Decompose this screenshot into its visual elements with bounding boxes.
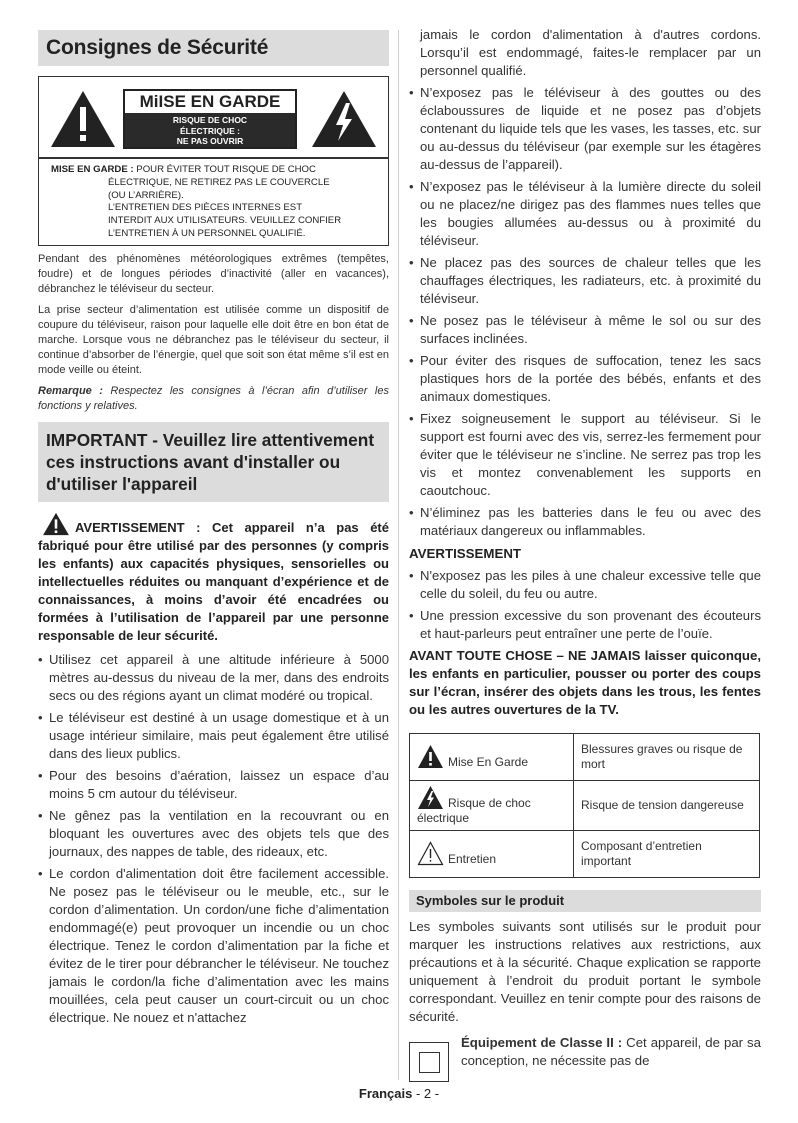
list-item: • Ne gênez pas la ventilation en la recouvrant ou en bloquant les ouvertures avec des objets tels que des journaux, des nappes de table, des rideaux, etc. xyxy=(38,807,389,861)
caution-sub-line: ÉLECTRIQUE : xyxy=(180,125,240,136)
table-row xyxy=(410,734,760,781)
remark-label: Remarque : xyxy=(38,385,103,397)
caution-panel xyxy=(123,89,297,149)
outline-exclamation-triangle-icon xyxy=(417,841,444,866)
list-item: • N’exposez pas le téléviseur à la lumière directe du soleil ou ne placez/ne dirigez pas des flammes nues telles que les bougies allumées au-dessus ou à proximité du téléviseur. xyxy=(409,178,761,250)
symbols-heading: Symboles sur le produit xyxy=(409,890,761,912)
important-heading-box xyxy=(38,422,389,502)
paragraph: Pendant des phénomènes météorologiques extrêmes (tempêtes, foudre) et de longues périodes d’inactivité (aller en vacances), débranchez le téléviseur du secteur. xyxy=(38,253,389,295)
list-item: • Fixez soigneusement le support au téléviseur. Si le support est fourni avec des vis, serrez-les fermement pour éviter que le téléviseur ne s’incline. Ne serrez pas trop les vis et montez convenablement les supports en caoutchouc. xyxy=(409,410,761,500)
table-cell xyxy=(410,781,574,831)
table-cell: Composant d’entretien important xyxy=(574,831,760,878)
caution-text xyxy=(51,164,376,241)
caution-heading: MiISE EN GARDE xyxy=(125,91,295,113)
caution-text-line: L’ENTRETIEN À UN PERSONNEL QUALIFIÉ. xyxy=(108,227,306,239)
class-ii-label: Équipement de Classe II : xyxy=(461,1035,623,1050)
caution-text-line: POUR ÉVITER TOUT RISQUE DE CHOC xyxy=(136,164,316,175)
class-ii-square-icon xyxy=(409,1042,449,1082)
title-bar xyxy=(38,30,389,66)
lightning-triangle-icon xyxy=(417,785,444,810)
caution-label-box xyxy=(38,76,389,246)
caution-text-label: MISE EN GARDE : xyxy=(51,164,134,175)
caution-text-line: L’ENTRETIEN DES PIÈCES INTERNES EST xyxy=(108,202,303,214)
bullet-list xyxy=(38,651,389,1027)
page-footer xyxy=(0,1086,798,1101)
list-item: • Le cordon d'alimentation doit être facilement accessible. Ne posez pas le téléviseur ou le meuble, etc., sur le cordon d’alimentation. Un cordon/une fiche d’alimentation endommagé(e) peut provoquer un incendie ou un choc électrique. Tenez le cordon d’alimentation par la fiche et évitez de le tirer pour débrancher le téléviseur. Ne touchez jamais le cordon/la fiche d’alimentation avec les mains mouillées, cela peut causer un court-circuit ou un choc électrique. Ne nouez et n'attachez xyxy=(38,865,389,1027)
remark-text: Respectez les consignes à l’écran afin d’utiliser les fonctions y relatives. xyxy=(38,385,389,412)
list-item: • Ne posez pas le téléviseur à même le sol ou sur des surfaces inclinées. xyxy=(409,312,761,348)
caution-text-line: ÉLECTRIQUE, NE RETIREZ PAS LE COUVERCLE xyxy=(108,176,330,188)
remark xyxy=(38,384,389,414)
warning-paragraph xyxy=(38,512,389,645)
list-item: • Une pression excessive du son provenant des écouteurs et haut-parleurs peut entraîner une perte de l’ouïe. xyxy=(409,607,761,643)
paragraph: Les symboles suivants sont utilisés sur le produit pour marquer les instructions relatives aux restrictions, aux précautions et à la sécurité. Chaque explication se rapporte uniquement à l’endroit du produit portant le symbole correspondant. Veuillez en tenir compte pour des raisons de sécurité. xyxy=(409,919,761,1024)
caution-text-line: (OU L’ARRIÈRE). xyxy=(108,189,184,201)
table-row xyxy=(410,781,760,831)
important-heading: IMPORTANT - Veuillez lire attentivement ces instructions avant d'installer ou d'utiliser l'appareil xyxy=(46,430,375,494)
column-divider xyxy=(398,30,399,1080)
symbol-label: Risque de choc électrique xyxy=(417,796,531,825)
bold-warning-paragraph: AVANT TOUTE CHOSE – NE JAMAIS laisser quiconque, les enfants en particulier, pousser ou porter des coups sur l’écran, insérer des objets dans les trous, les fentes ou les autres ouvertures de la TV. xyxy=(409,648,761,717)
list-item: • Pour des besoins d’aération, laissez un espace d’au moins 5 cm autour du téléviseur. xyxy=(38,767,389,803)
list-item: • Le téléviseur est destiné à un usage domestique et à un usage intérieur similaire, mais peut également être utilisé dans des lieux publics. xyxy=(38,709,389,763)
symbol-label: Entretien xyxy=(448,852,497,866)
list-item: • N’exposez pas le téléviseur à des gouttes ou des éclaboussures de liquide et ne posez pas d’objets contenant du liquide tels que les vases, les tasses, etc. sur ou au-dessus du téléviseur (par exemple sur les étagères au-dessus de l’appareil). xyxy=(409,84,761,174)
warning-bullet-list xyxy=(409,567,761,643)
class-ii-text: Cet appareil, de par sa conception, ne nécessite pas de xyxy=(461,1035,761,1068)
exclamation-triangle-icon xyxy=(49,89,117,149)
table-cell: Risque de tension dangereuse xyxy=(574,781,760,831)
page-title: Consignes de Sécurité xyxy=(46,36,269,59)
list-item: • N’éliminez pas les batteries dans le feu ou avec des matériaux dangereux ou inflammables. xyxy=(409,504,761,540)
divider xyxy=(39,157,388,159)
class-ii-paragraph xyxy=(409,1034,761,1070)
list-item: • Pour éviter des risques de suffocation, tenez les sacs plastiques hors de la portée des bébés, enfants et des animaux domestiques. xyxy=(409,352,761,406)
exclamation-triangle-icon xyxy=(417,744,444,769)
bullet-list xyxy=(409,84,761,540)
continued-text: jamais le cordon d'alimentation à d'autres cordons. Lorsqu’il est endommagé, faites-le remplacer par un personnel qualifié. xyxy=(420,27,761,78)
warning-subheading: AVERTISSEMENT xyxy=(409,546,522,561)
caution-text-line: INTERDIT AUX UTILISATEURS. VEUILLEZ CONFIER xyxy=(108,215,342,227)
table-row xyxy=(410,831,760,878)
right-column xyxy=(409,26,761,1070)
footer-language: Français xyxy=(358,1086,413,1101)
caution-subtext xyxy=(125,113,295,147)
table-cell xyxy=(410,734,574,781)
lightning-triangle-icon xyxy=(310,89,378,149)
list-item: • N'exposez pas les piles à une chaleur excessive telle que celle du soleil, du feu ou autre. xyxy=(409,567,761,603)
page-number: - 2 - xyxy=(412,1086,440,1101)
list-item: • Utilisez cet appareil à une altitude inférieure à 5000 mètres au-dessus du niveau de la mer, dans des endroits secs ou des régions ayant un climat modéré ou tropical. xyxy=(38,651,389,705)
exclamation-triangle-icon xyxy=(41,512,71,536)
symbol-label: Mise En Garde xyxy=(448,755,529,769)
list-item: • Ne placez pas des sources de chaleur telles que les chauffages électriques, les radiateurs, etc. à proximité du téléviseur. xyxy=(409,254,761,308)
warning-text: AVERTISSEMENT : Cet appareil n’a pas été fabriqué pour être utilisé par des personnes (y compris les enfants) aux capacités physiques, sensorielles ou intellectuelles réduites ou manquant d’expérience et de connaissances, à moins d’avoir été encadrées ou formées à l’utilisation de l’appareil par une personne responsable de leur sécurité. xyxy=(38,520,389,643)
left-column xyxy=(38,30,389,1031)
paragraph: La prise secteur d’alimentation est utilisée comme un dispositif de coupure du téléviseur, raison pour laquelle elle doit être en bon état de marche. Lorsque vous ne débranchez pas le téléviseur du secteur, il continue d’absorber de l’énergie, quel que soit son état même s’il est en mode veille ou éteint. xyxy=(38,304,389,376)
table-cell: Blessures graves ou risque de mort xyxy=(574,734,760,781)
caution-sub-line: NE PAS OUVRIR xyxy=(176,136,244,146)
symbol-table xyxy=(409,733,760,878)
caution-sub-line: RISQUE DE CHOC xyxy=(172,115,248,125)
table-cell xyxy=(410,831,574,878)
